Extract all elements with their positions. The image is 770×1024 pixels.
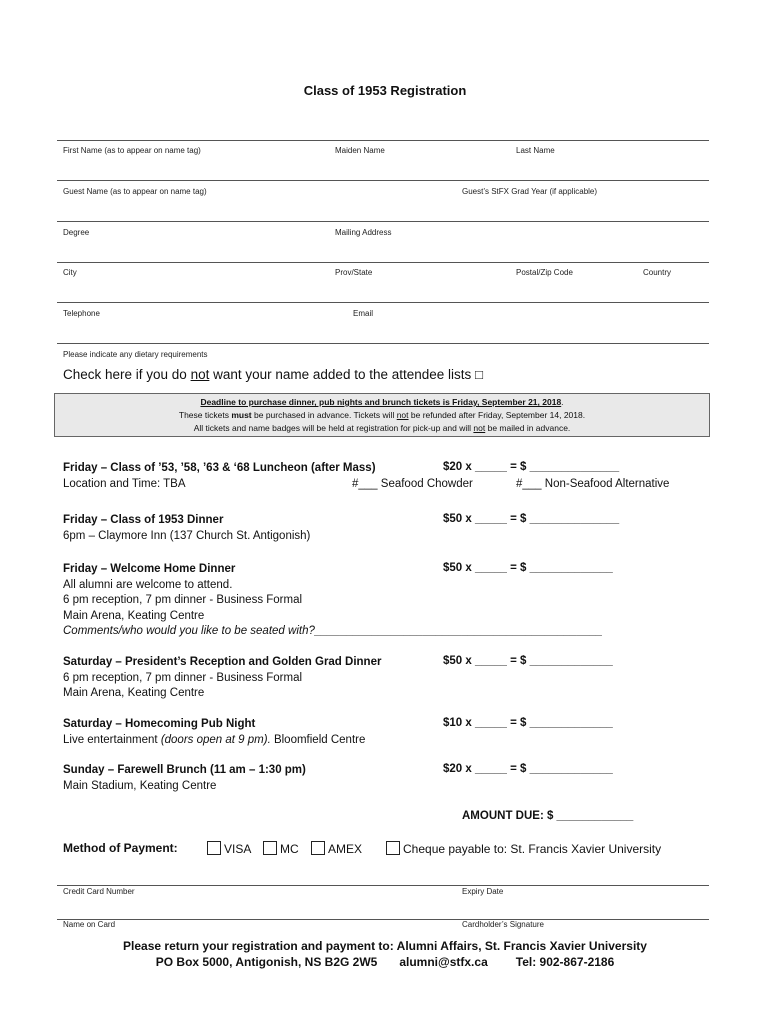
deadline-text: Deadline to purchase dinner, pub nights and brunch tickets is Friday, September 21, 2018: [200, 397, 562, 407]
event-detail: 6pm – Claymore Inn (137 Church St. Antigonish): [63, 529, 311, 542]
notice-not: not: [396, 410, 409, 420]
mailing-address-field[interactable]: Mailing Address: [335, 228, 392, 237]
event-detail: Main Arena, Keating Centre: [63, 687, 205, 700]
event-detail: Live entertainment: [63, 733, 161, 746]
dinner-price-line[interactable]: $50 x _____ = $ ______________: [443, 513, 620, 525]
expiry-date-field[interactable]: Expiry Date: [462, 887, 504, 896]
attendee-not: not: [190, 367, 210, 382]
event-detail: 6 pm reception, 7 pm dinner - Business Formal: [63, 671, 303, 684]
checkbox-icon: [263, 841, 277, 855]
pub-price-line[interactable]: $10 x _____ = $ _____________: [443, 717, 613, 729]
attendee-text-before: Check here if you do: [63, 367, 191, 382]
dietary-field[interactable]: Please indicate any dietary requirements: [63, 350, 208, 359]
country-field[interactable]: Country: [643, 268, 672, 277]
checkbox-icon: [207, 841, 221, 855]
event-title: Saturday – President’s Reception and Golden Grad Dinner: [63, 656, 382, 668]
checkbox-icon: [311, 841, 325, 855]
email-field[interactable]: Email: [353, 309, 374, 318]
attendee-list-optout[interactable]: [63, 367, 483, 382]
credit-card-number-field[interactable]: Credit Card Number: [63, 887, 135, 896]
divider: [57, 885, 709, 886]
event-farewell-brunch: [63, 763, 306, 794]
postal-zip-field[interactable]: Postal/Zip Code: [516, 268, 573, 277]
amount-due-field[interactable]: AMOUNT DUE: $ ____________: [462, 810, 634, 822]
non-seafood-count[interactable]: #___ Non-Seafood Alternative: [516, 478, 670, 490]
divider: [57, 262, 709, 263]
notice-text: be mailed in advance.: [485, 423, 571, 433]
seating-comments-field[interactable]: [63, 624, 603, 640]
divider: [57, 919, 709, 920]
brunch-price-line[interactable]: $20 x _____ = $ _____________: [443, 763, 613, 775]
event-detail: Main Arena, Keating Centre: [63, 609, 205, 622]
mc-checkbox[interactable]: [263, 841, 299, 856]
telephone-field[interactable]: Telephone: [63, 309, 100, 318]
maiden-name-field[interactable]: Maiden Name: [335, 146, 385, 155]
event-detail: Bloomfield Centre: [270, 733, 366, 746]
name-on-card-field[interactable]: Name on Card: [63, 920, 116, 929]
last-name-field[interactable]: Last Name: [516, 146, 555, 155]
notice-text: be refunded after Friday, September 14, 2018.: [408, 410, 586, 420]
event-detail: Location and Time: TBA: [63, 477, 186, 490]
notice-not: not: [473, 423, 486, 433]
degree-field[interactable]: Degree: [63, 228, 90, 237]
event-title: Sunday – Farewell Brunch (11 am – 1:30 pm): [63, 764, 306, 776]
event-class-dinner: [63, 513, 310, 544]
divider: [57, 343, 709, 344]
prov-state-field[interactable]: Prov/State: [335, 268, 373, 277]
city-field[interactable]: City: [63, 268, 77, 277]
event-luncheon: [63, 461, 376, 492]
event-title: Friday – Class of 1953 Dinner: [63, 514, 224, 526]
amex-checkbox[interactable]: [311, 841, 362, 856]
page-title: Class of 1953 Registration: [303, 83, 467, 98]
divider: [57, 180, 709, 181]
event-title: Friday – Welcome Home Dinner: [63, 563, 236, 575]
event-presidents-reception: [63, 655, 381, 702]
event-pub-night: [63, 717, 365, 748]
divider: [57, 140, 709, 141]
amex-label: AMEX: [328, 842, 363, 856]
welcome-price-line[interactable]: $50 x _____ = $ _____________: [443, 562, 613, 574]
seafood-chowder-count[interactable]: #___ Seafood Chowder: [352, 478, 473, 490]
cheque-checkbox[interactable]: [386, 841, 661, 856]
luncheon-price-line[interactable]: $20 x _____ = $ ______________: [443, 461, 620, 473]
divider: [57, 302, 709, 303]
return-instructions: [0, 938, 770, 970]
guest-name-field[interactable]: Guest Name (as to appear on name tag): [63, 187, 207, 196]
contact-email[interactable]: alumni@stfx.ca: [399, 955, 488, 969]
event-detail: All alumni are welcome to attend.: [63, 578, 233, 591]
notice-text: These tickets: [178, 410, 232, 420]
presidents-price-line[interactable]: $50 x _____ = $ _____________: [443, 655, 613, 667]
event-detail: 6 pm reception, 7 pm dinner - Business Formal: [63, 594, 303, 607]
notice-text: All tickets and name badges will be held at registration for pick-up and will: [193, 423, 474, 433]
deadline-notice: Deadline to purchase dinner, pub nights and brunch tickets is Friday, September 21, 2018. These tickets must be purchased in advance. Tickets will not be refunded after Friday, September 14, 2018. All tickets and name badges will be held at registration for pick-up and will not be mailed in advance.: [54, 393, 710, 437]
payment-method-label: Method of Payment:: [63, 841, 178, 855]
attendee-text-after: want your name added to the attendee lists □: [209, 367, 484, 382]
event-title: Friday – Class of ’53, ’58, ’63 & ‘68 Luncheon (after Mass): [63, 462, 376, 474]
checkbox-icon: [386, 841, 400, 855]
event-detail: Main Stadium, Keating Centre: [63, 779, 217, 792]
notice-must: must: [231, 410, 252, 420]
guest-grad-year-field[interactable]: Guest’s StFX Grad Year (if applicable): [462, 187, 598, 196]
contact-telephone: Tel: 902-867-2186: [515, 955, 615, 969]
notice-text: be purchased in advance. Tickets will: [251, 410, 397, 420]
mailing-address: PO Box 5000, Antigonish, NS B2G 2W5: [155, 955, 378, 969]
visa-label: VISA: [224, 842, 252, 856]
mc-label: MC: [280, 842, 299, 856]
visa-checkbox[interactable]: [207, 841, 251, 856]
event-title: Saturday – Homecoming Pub Night: [63, 718, 256, 730]
cheque-label: Cheque payable to: St. Francis Xavier University: [403, 842, 662, 856]
return-line: Please return your registration and payment to: Alumni Affairs, St. Francis Xavier University: [123, 939, 647, 953]
first-name-field[interactable]: First Name (as to appear on name tag): [63, 146, 201, 155]
divider: [57, 221, 709, 222]
event-detail-italic: (doors open at 9 pm).: [160, 733, 271, 746]
cardholder-signature-field[interactable]: Cardholder’s Signature: [462, 920, 544, 929]
seating-comments-text: Comments/who would you like to be seated with?_____________________________________________: [63, 625, 603, 638]
